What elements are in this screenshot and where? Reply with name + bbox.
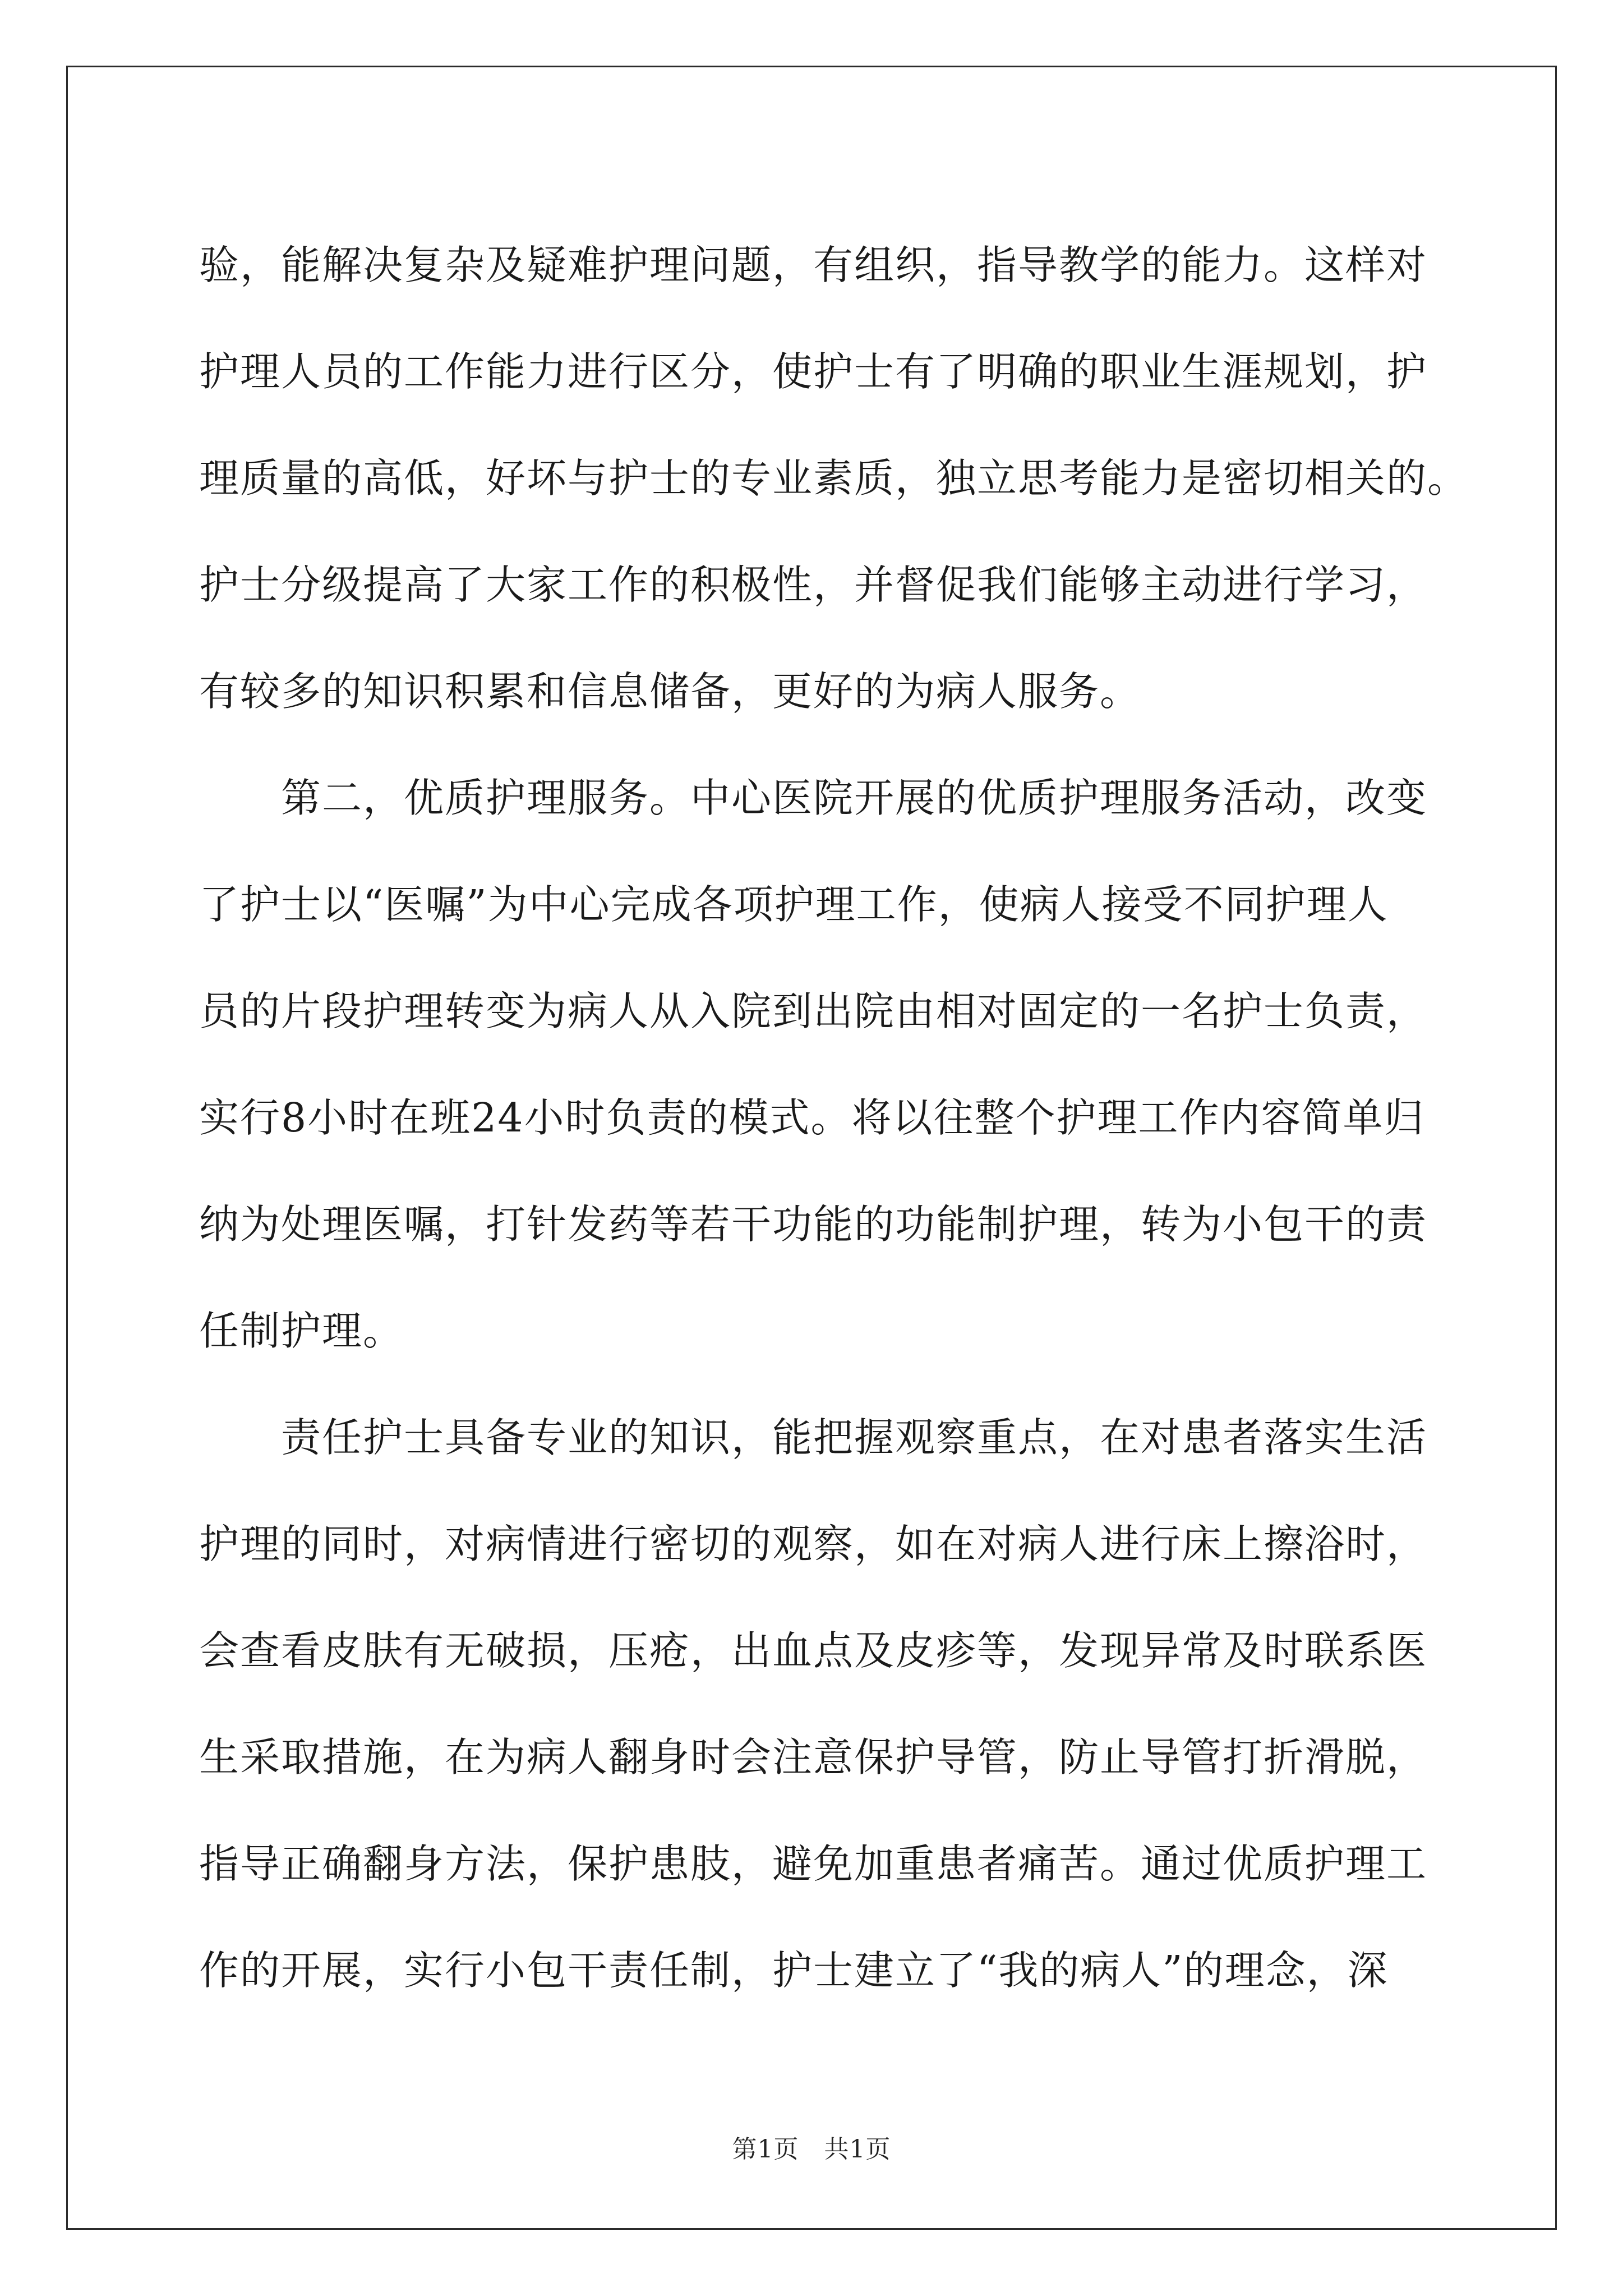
text-line: 员的片段护理转变为病人从入院到出院由相对固定的一名护士负责， bbox=[199, 988, 1428, 1034]
page-footer: 第1页 共1页 bbox=[732, 2135, 891, 2164]
text-line: 实行8小时在班24小时负责的模式。将以往整个护理工作内容简单归 bbox=[199, 1094, 1425, 1141]
text-line: 验，能解决复杂及疑难护理问题，有组织，指导教学的能力。这样对 bbox=[199, 242, 1428, 288]
body-text bbox=[199, 212, 1469, 2024]
text-line: 第二，优质护理服务。中心医院开展的优质护理服务活动，改变 bbox=[199, 775, 1428, 821]
text-line: 纳为处理医嘱，打针发药等若干功能的功能制护理，转为小包干的责 bbox=[199, 1201, 1428, 1248]
text-line: 会查看皮肤有无破损，压疮，出血点及皮疹等，发现异常及时联系医 bbox=[199, 1627, 1428, 1674]
text-line: 护理的同时，对病情进行密切的观察，如在对病人进行床上擦浴时， bbox=[199, 1521, 1428, 1567]
text-line: 理质量的高低，好坏与护士的专业素质，独立思考能力是密切相关的。 bbox=[199, 455, 1469, 501]
text-line: 护士分级提高了大家工作的积极性，并督促我们能够主动进行学习， bbox=[199, 562, 1428, 608]
text-line: 作的开展，实行小包干责任制，护士建立了“我的病人”的理念，深 bbox=[199, 1947, 1389, 1994]
text-line: 责任护士具备专业的知识，能把握观察重点，在对患者落实生活 bbox=[199, 1414, 1428, 1461]
text-line: 了护士以“医嘱”为中心完成各项护理工作，使病人接受不同护理人 bbox=[199, 881, 1389, 928]
text-line: 生采取措施，在为病人翻身时会注意保护导管，防止导管打折滑脱， bbox=[199, 1734, 1428, 1780]
text-line: 指导正确翻身方法，保护患肢，避免加重患者痛苦。通过优质护理工 bbox=[199, 1841, 1428, 1887]
text-line: 护理人员的工作能力进行区分，使护士有了明确的职业生涯规划，护 bbox=[199, 348, 1428, 395]
text-line: 任制护理。 bbox=[199, 1308, 404, 1354]
text-line: 有较多的知识积累和信息储备，更好的为病人服务。 bbox=[199, 668, 1141, 715]
